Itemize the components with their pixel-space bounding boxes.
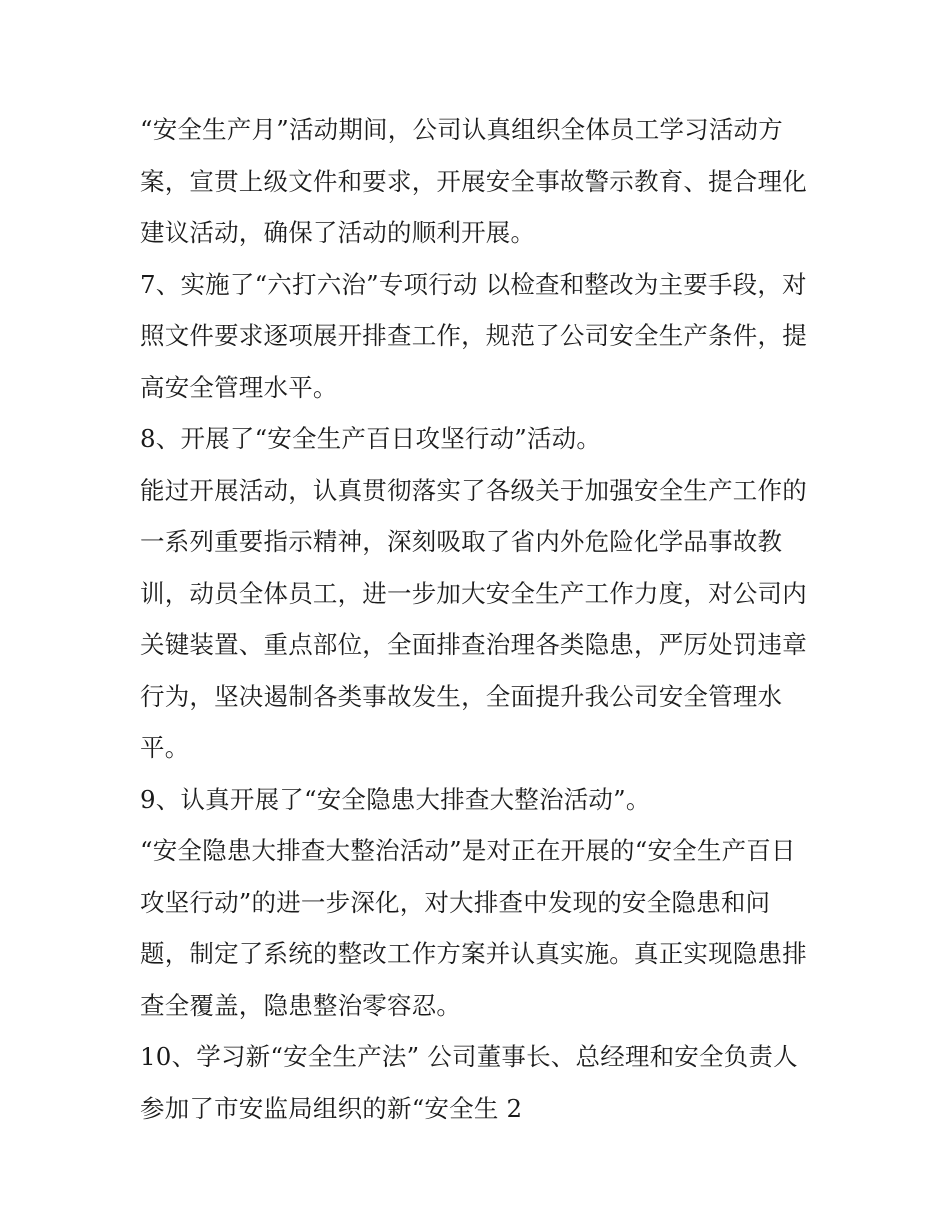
text-line: 平。 bbox=[140, 733, 190, 762]
text-line: 关键装置、重点部位，全面排查治理各类隐患，严厉处罚违章 bbox=[140, 630, 807, 659]
text-line: 行为，坚决遏制各类事故发生，全面提升我公司安全管理水 bbox=[140, 681, 783, 711]
document-body bbox=[140, 104, 830, 1134]
text-line: 高安全管理水平。 bbox=[140, 372, 338, 402]
text-line: 能过开展活动，认真贯彻落实了各级关于加强安全生产工作的 bbox=[140, 475, 807, 505]
text-line: 训，动员全体员工，进一步加大安全生产工作力度，对公司内 bbox=[140, 578, 807, 608]
text-line: 攻坚行动”的进一步深化，对大排查中发现的安全隐患和问 bbox=[140, 887, 771, 917]
text-line: 参加了市安监局组织的新“安全生 2 bbox=[140, 1093, 523, 1123]
text-line: 案，宣贯上级文件和要求，开展安全事故警示教育、提合理化 bbox=[140, 166, 807, 196]
text-line: 8、开展了“安全生产百日攻坚行动”活动。 bbox=[140, 424, 602, 453]
text-line: 一系列重要指示精神，深刻吸取了省内外危险化学品事故教 bbox=[140, 527, 783, 556]
text-line: 7、实施了“六打六治”专项行动 以检查和整改为主要手段，对 bbox=[140, 269, 807, 299]
text-line: “安全隐患大排查大整治活动”是对正在开展的“安全生产百日 bbox=[140, 836, 796, 865]
text-line: 10、学习新“安全生产法” 公司董事长、总经理和安全负责人 bbox=[140, 1042, 798, 1071]
text-line: 建议活动，确保了活动的顺利开展。 bbox=[140, 218, 536, 247]
text-line: 9、认真开展了“安全隐患大排查大整治活动”。 bbox=[140, 784, 651, 814]
text-line: 题，制定了系统的整改工作方案并认真实施。真正实现隐患排 bbox=[140, 939, 807, 968]
text-line: 查全覆盖，隐患整治零容忍。 bbox=[140, 990, 462, 1020]
text-line: 照文件要求逐项展开排查工作，规范了公司安全生产条件，提 bbox=[140, 321, 807, 350]
text-line: “安全生产月”活动期间，公司认真组织全体员工学习活动方 bbox=[140, 115, 783, 144]
